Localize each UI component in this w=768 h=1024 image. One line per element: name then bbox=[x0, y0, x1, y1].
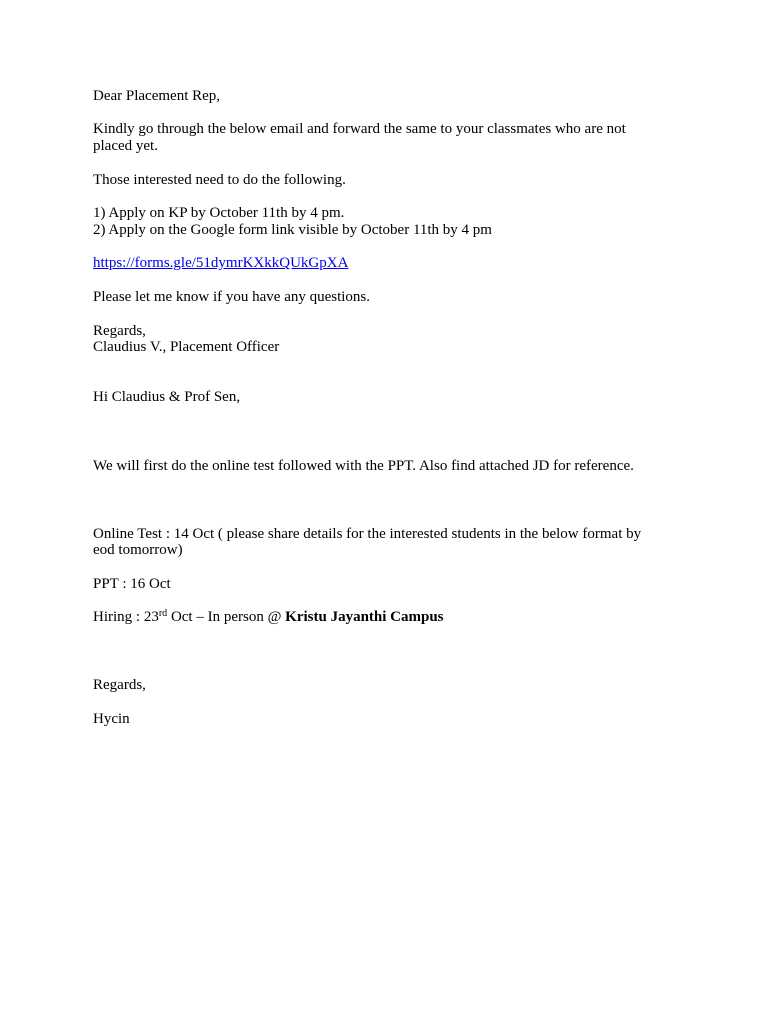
hiring-ordinal-suffix: rd bbox=[158, 608, 168, 619]
hiring-line bbox=[93, 609, 444, 626]
online-test-line-1: Online Test : 14 Oct ( please share details for the interested students in the below format by bbox=[93, 526, 642, 542]
greeting-placement-rep: Dear Placement Rep, bbox=[93, 88, 221, 104]
questions-text: Please let me know if you have any questions. bbox=[93, 289, 371, 305]
online-test-line-2: eod tomorrow) bbox=[93, 542, 183, 558]
google-form-link[interactable]: https://forms.gle/51dymrKXkkQUkGpXA bbox=[93, 255, 349, 271]
signature-hycin: Hycin bbox=[93, 711, 130, 727]
online-test-ppt-note: We will first do the online test followed with the PPT. Also find attached JD for reference. bbox=[93, 458, 634, 474]
hiring-venue: Kristu Jayanthi Campus bbox=[285, 609, 444, 625]
intro-text-line-2: placed yet. bbox=[93, 138, 158, 154]
step-2: 2) Apply on the Google form link visible by October 11th by 4 pm bbox=[93, 222, 492, 238]
closing-regards-1: Regards, bbox=[93, 323, 146, 339]
signature-claudius: Claudius V., Placement Officer bbox=[93, 339, 280, 355]
hiring-label: Hiring : 23 bbox=[93, 609, 159, 625]
hiring-mode: Oct – In person @ bbox=[167, 609, 286, 625]
greeting-claudius-prof-sen: Hi Claudius & Prof Sen, bbox=[93, 389, 241, 405]
ppt-date: PPT : 16 Oct bbox=[93, 576, 171, 592]
closing-regards-2: Regards, bbox=[93, 677, 146, 693]
intro-text-line-1: Kindly go through the below email and forward the same to your classmates who are not bbox=[93, 121, 626, 137]
step-1: 1) Apply on KP by October 11th by 4 pm. bbox=[93, 205, 345, 221]
instructions-intro: Those interested need to do the following. bbox=[93, 172, 346, 188]
